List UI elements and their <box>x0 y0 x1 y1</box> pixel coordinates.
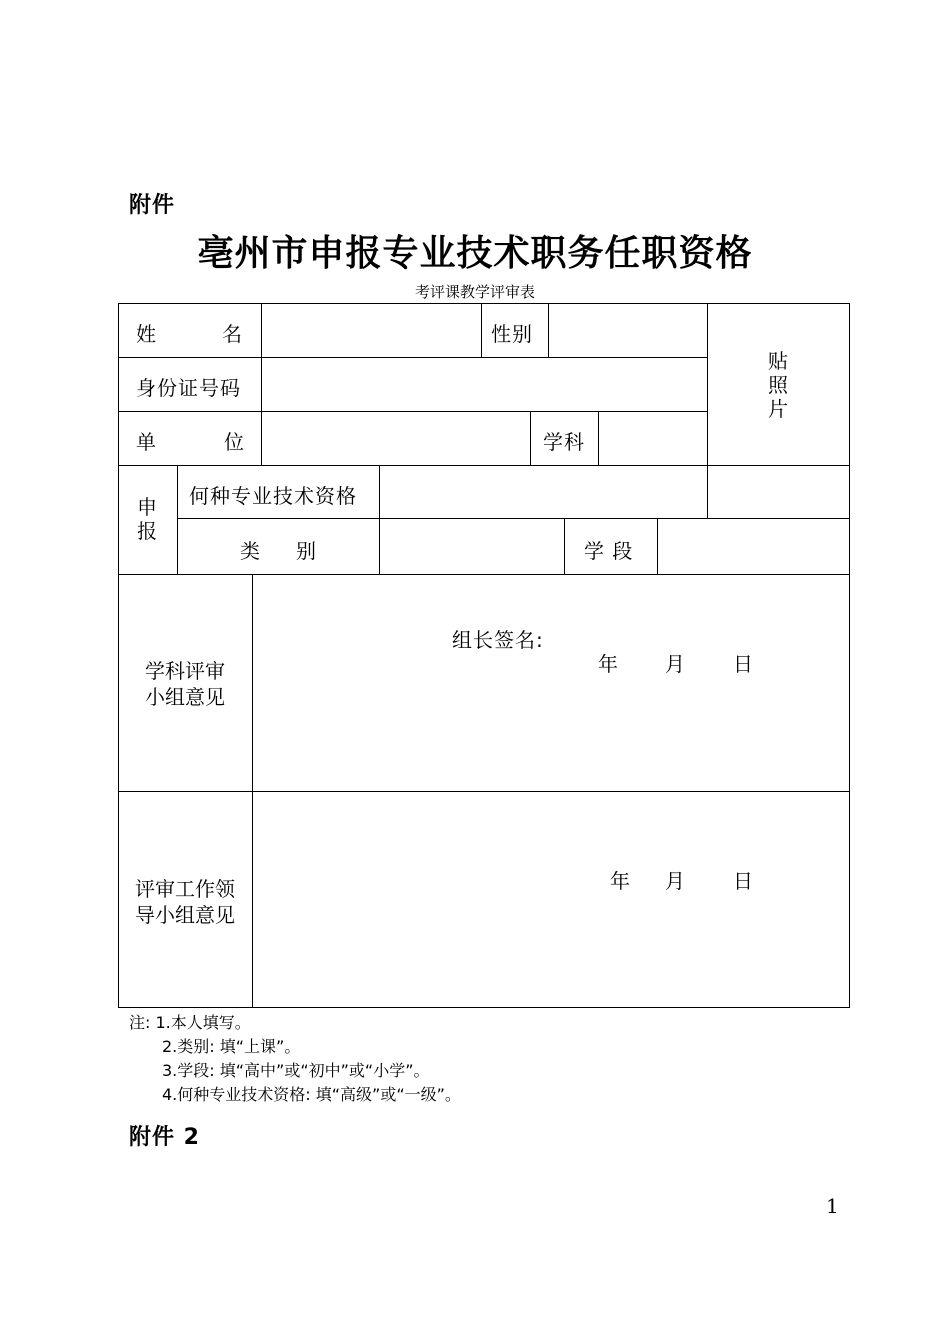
unit-label-first-char: 单 <box>136 430 157 454</box>
attachment-2-label: 附件 2 <box>129 1125 200 1150</box>
date-day-label: 日 <box>733 869 754 893</box>
page-number: 1 <box>826 1194 839 1218</box>
category-label-last-char: 别 <box>296 539 317 563</box>
school-stage-label: 学 段 <box>584 539 634 563</box>
note-line-3: 3.学段: 填“高中”或“初中”或“小学”。 <box>162 1061 430 1080</box>
note-line-4: 4.何种专业技术资格: 填“高级”或“一级”。 <box>162 1085 461 1104</box>
date-month-label: 月 <box>665 652 686 676</box>
qualification-type-label: 何种专业技术资格 <box>189 484 357 508</box>
date-year-label: 年 <box>598 652 619 676</box>
apply-label: 申 报 <box>137 495 157 543</box>
gender-label: 性别 <box>491 322 533 346</box>
attachment-label: 附件 <box>129 193 176 218</box>
category-label-first-char: 类 <box>240 539 261 563</box>
name-label-first-char: 姓 <box>136 322 157 346</box>
date-year-label: 年 <box>610 869 631 893</box>
document-title: 亳州市申报专业技术职务任职资格 <box>197 232 753 274</box>
leadership-review-label: 评审工作领 导小组意见 <box>135 877 235 927</box>
date-month-label: 月 <box>665 869 686 893</box>
note-line-2: 2.类别: 填“上课”。 <box>162 1037 301 1056</box>
id-number-label: 身份证号码 <box>136 376 241 400</box>
subject-review-label: 学科评审 小组意见 <box>145 659 225 709</box>
leader-signature-label: 组长签名: <box>452 628 544 652</box>
document-subtitle: 考评课教学评审表 <box>414 283 535 301</box>
date-day-label: 日 <box>733 652 754 676</box>
name-label-last-char: 名 <box>222 322 243 346</box>
subject-label: 学科 <box>543 430 585 454</box>
unit-label-last-char: 位 <box>224 430 245 454</box>
note-line-1: 注: 1.本人填写。 <box>129 1013 251 1032</box>
photo-label: 贴 照 片 <box>768 349 788 421</box>
